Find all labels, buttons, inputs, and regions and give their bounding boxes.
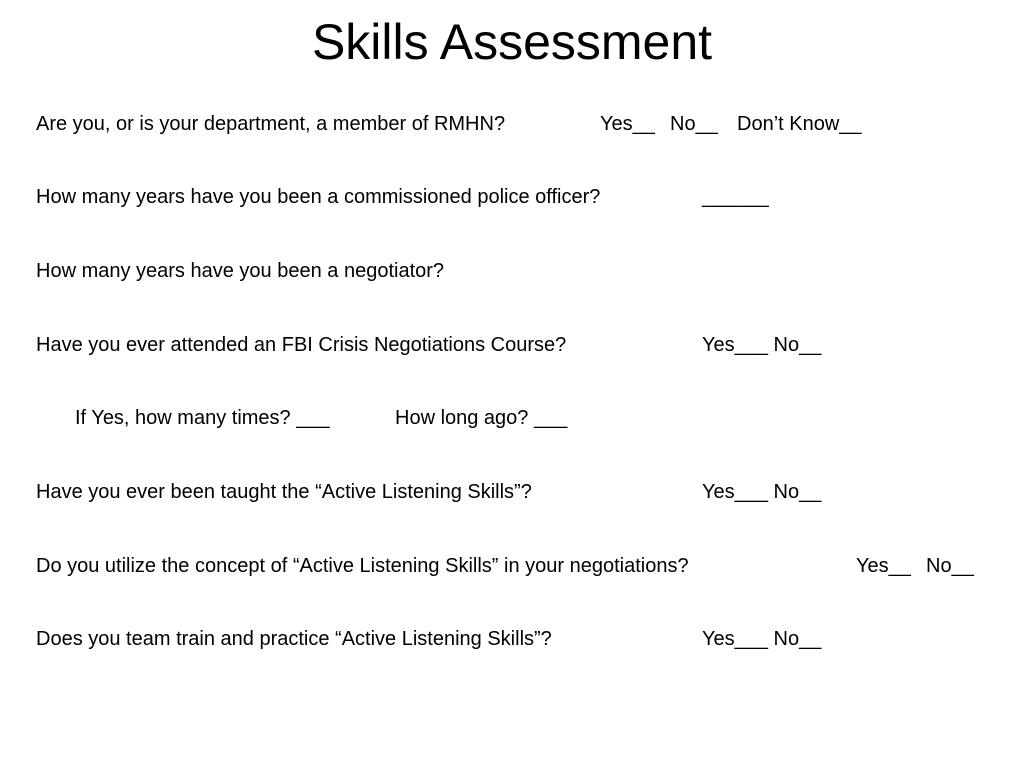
times-label: If Yes, how many times? ___ (75, 407, 330, 429)
question-utilize-active-listening (36, 553, 974, 579)
answer-no: No__ (926, 555, 974, 577)
question-text: How many years have you been a commissioned police officer? (36, 186, 601, 208)
question-text: Does you team train and practice “Active Listening Skills”? (36, 628, 552, 650)
question-text: Have you ever attended an FBI Crisis Negotiations Course? (36, 334, 567, 356)
answer-yes-no: Yes___ No__ (702, 481, 822, 503)
question-text: Are you, or is your department, a member of RMHN? (36, 113, 506, 135)
question-team-train-active-listening (36, 626, 822, 652)
answer-no: No__ (670, 113, 718, 135)
answer-yes-no: Yes___ No__ (702, 628, 822, 650)
answer-blank: ______ (702, 186, 769, 208)
question-years-officer (36, 184, 769, 210)
how-long-ago-label: How long ago? ___ (395, 407, 568, 429)
question-text: Do you utilize the concept of “Active Listening Skills” in your negotiations? (36, 555, 689, 577)
question-years-negotiator (36, 258, 444, 284)
question-fbi-course-followup (75, 405, 568, 431)
question-text: Have you ever been taught the “Active Listening Skills”? (36, 481, 532, 503)
answer-yes: Yes__ (600, 113, 655, 135)
question-taught-active-listening (36, 479, 822, 505)
question-fbi-course (36, 332, 822, 358)
answer-yes: Yes__ (856, 555, 911, 577)
question-text: How many years have you been a negotiator? (36, 260, 445, 282)
slide-title: Skills Assessment (311, 14, 713, 70)
answer-dont-know: Don’t Know__ (737, 113, 862, 135)
question-rmhn-membership (36, 111, 862, 137)
answer-yes-no: Yes___ No__ (702, 334, 822, 356)
